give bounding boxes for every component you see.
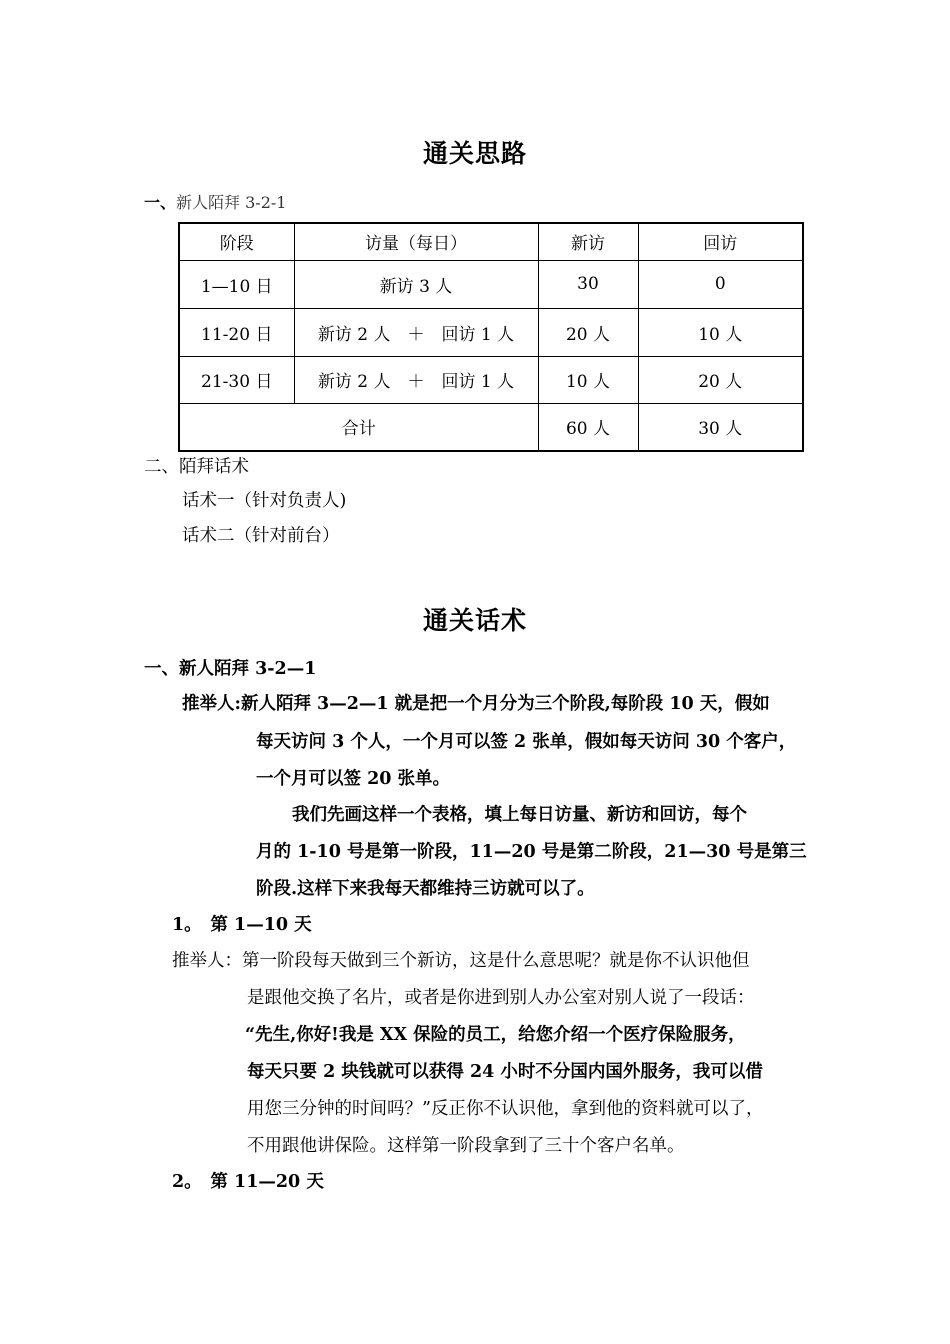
paragraph-line: “先生,你好!我是 XX 保险的员工，给您介绍一个医疗保险服务，: [245, 1025, 746, 1045]
header-cell: 回访: [638, 223, 803, 260]
visit-plan-table: [178, 222, 804, 452]
header-cell: 访量（每日）: [294, 223, 538, 260]
table-cell: 新访 2 人 ＋ 回访 1 人: [294, 308, 538, 356]
table-total-row: [179, 403, 803, 451]
section-heading-3: 一、新人陌拜 3-2—1: [144, 659, 317, 679]
total-new-visits: 60 人: [538, 403, 638, 451]
paragraph-line: 我们先画这样一个表格，填上每日访量、新访和回访，每个: [292, 805, 747, 825]
header-cell: 新访: [538, 223, 638, 260]
table-cell: 11-20 日: [179, 308, 294, 356]
table-cell: 10 人: [638, 308, 803, 356]
paragraph-line: 不用跟他讲保险。这样第一阶段拿到了三十个客户名单。: [247, 1136, 685, 1156]
paragraph-line: 月的 1-10 号是第一阶段，11—20 号是第二阶段，21—30 号是第三: [256, 842, 807, 862]
table-header-row: [179, 223, 803, 260]
table-cell: 新访 3 人: [294, 260, 538, 308]
paragraph-line: 用您三分钟的时间吗？”反正你不认识他，拿到他的资料就可以了，: [247, 1099, 764, 1119]
paragraph-line: 一个月可以签 20 张单。: [256, 769, 451, 789]
script-item-2: 话术二（针对前台）: [182, 526, 340, 546]
table-cell: 30: [538, 260, 638, 308]
total-return-visits: 30 人: [638, 403, 803, 451]
section-number: 一、: [144, 193, 177, 212]
stage-heading-1: 1。 第 1—10 天: [172, 915, 312, 935]
paragraph-line: 阶段.这样下来我每天都维持三访就可以了。: [256, 879, 595, 899]
table-row: [179, 356, 803, 403]
paragraph-line: 是跟他交换了名片，或者是你进到别人办公室对别人说了一段话：: [247, 988, 755, 1008]
total-label: 合计: [179, 403, 538, 451]
section-label: 新人陌拜 3-2-1: [176, 193, 287, 212]
script-item-1: 话术一（针对负责人): [182, 491, 347, 511]
stage-heading-2: 2。 第 11—20 天: [172, 1172, 324, 1192]
header-cell: 阶段: [179, 223, 294, 260]
section-heading-2: 二、陌拜话术: [144, 457, 249, 477]
table-cell: 20 人: [538, 308, 638, 356]
table-cell: 10 人: [538, 356, 638, 403]
table-cell: 1—10 日: [179, 260, 294, 308]
page-title-2: 通关话术: [422, 606, 527, 635]
table-row: [179, 260, 803, 308]
table-cell: 新访 2 人 ＋ 回访 1 人: [294, 356, 538, 403]
table-cell: 20 人: [638, 356, 803, 403]
table-row: [179, 308, 803, 356]
paragraph-line: 每天只要 2 块钱就可以获得 24 小时不分国内国外服务，我可以借: [247, 1062, 763, 1082]
section-heading-1: [144, 190, 286, 213]
table-cell: 21-30 日: [179, 356, 294, 403]
page-title: 通关思路: [422, 139, 527, 168]
paragraph-line: 推举人：第一阶段每天做到三个新访，这是什么意思呢？就是你不认识他但: [172, 951, 750, 971]
paragraph-line: 推举人:新人陌拜 3—2—1 就是把一个月分为三个阶段,每阶段 10 天，假如: [182, 694, 770, 714]
paragraph-line: 每天访问 3 个人，一个月可以签 2 张单，假如每天访问 30 个客户，: [256, 732, 797, 752]
table-cell: 0: [638, 260, 803, 308]
